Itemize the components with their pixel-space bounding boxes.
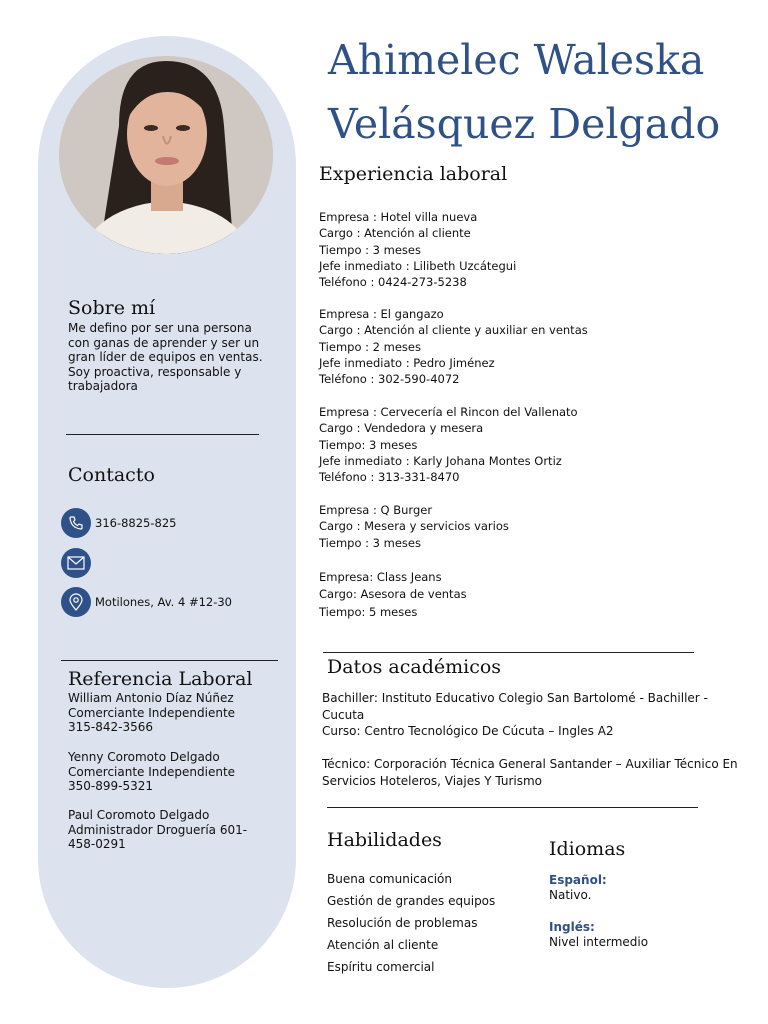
job-line: Tiempo : 3 meses	[319, 242, 421, 257]
experience-heading: Experiencia laboral	[319, 163, 508, 185]
reference-item	[68, 691, 268, 735]
contact-address: Motilones, Av. 4 #12-30	[95, 595, 233, 609]
about-heading: Sobre mí	[68, 297, 156, 319]
job-line: Teléfono : 302-590-4072	[319, 372, 460, 387]
skills-list	[327, 868, 495, 978]
contact-heading: Contacto	[68, 464, 155, 486]
academic-item: Técnico: Corporación Técnica General Santander – Auxiliar Técnico En Servicios Hoteleros, Viajes Y Turismo	[322, 757, 738, 788]
job-entry	[319, 404, 578, 485]
language-name: Español:	[549, 873, 607, 887]
job-line: Tiempo: 3 meses	[319, 437, 418, 452]
job-line: Teléfono : 313-331-8470	[319, 470, 460, 485]
language-level: Nivel intermedio	[549, 935, 649, 949]
job-line: Tiempo: 5 meses	[319, 604, 418, 619]
skill-item: Resolución de problemas	[327, 916, 478, 930]
job-line: Empresa : El gangazo	[319, 307, 444, 321]
job-line: Jefe inmediato : Lilibeth Uzcátegui	[319, 258, 517, 273]
language-level: Nativo.	[549, 888, 592, 902]
reference-role: Administrador Droguería 601-	[68, 822, 248, 837]
reference-name: William Antonio Díaz Núñez	[68, 691, 234, 705]
job-line: Tiempo : 3 meses	[319, 535, 421, 550]
reference-name: Paul Coromoto Delgado	[68, 808, 210, 822]
divider	[66, 434, 259, 435]
job-line: Jefe inmediato : Karly Johana Montes Ortiz	[319, 453, 562, 468]
job-line: Tiempo : 2 meses	[319, 339, 421, 354]
job-line: Empresa : Hotel villa nueva	[319, 210, 478, 224]
skill-item: Gestión de grandes equipos	[327, 894, 496, 908]
divider	[61, 660, 278, 661]
portrait-image	[59, 56, 273, 254]
languages-heading: Idiomas	[549, 838, 626, 860]
job-line: Cargo : Atención al cliente y auxiliar en ventas	[319, 323, 588, 338]
name-line-2: Velásquez Delgado	[328, 100, 721, 148]
job-line: Cargo : Mesera y servicios varios	[319, 519, 509, 534]
job-entry	[319, 502, 509, 551]
reference-role: Comerciante Independiente	[68, 705, 236, 720]
job-line: Jefe inmediato : Pedro Jiménez	[319, 355, 495, 370]
job-line: Empresa : Q Burger	[319, 503, 433, 517]
job-line: Teléfono : 0424-273-5238	[319, 275, 467, 290]
divider	[327, 807, 698, 808]
job-entry	[319, 209, 516, 290]
job-line: Cargo: Asesora de ventas	[319, 587, 467, 602]
reference-item	[68, 808, 268, 852]
contact-mail-row	[61, 548, 91, 578]
skills-heading: Habilidades	[327, 829, 442, 851]
mail-icon	[61, 548, 91, 578]
academics-heading: Datos académicos	[327, 656, 502, 678]
job-entry	[319, 306, 588, 387]
language-name: Inglés:	[549, 920, 595, 934]
contact-address-row	[61, 587, 232, 617]
job-line: Empresa: Class Jeans	[319, 570, 442, 584]
job-line: Cargo : Vendedora y mesera	[319, 421, 484, 436]
reference-phone: 350-899-5321	[68, 779, 154, 793]
skill-item: Atención al cliente	[327, 938, 439, 952]
academic-item: Bachiller: Instituto Educativo Colegio San Bartolomé - Bachiller - Cucuta	[322, 691, 708, 722]
reference-phone: 458-0291	[68, 837, 126, 851]
contact-phone: 316-8825-825	[95, 516, 177, 530]
phone-icon	[61, 508, 91, 538]
about-text: Me defino por ser una persona con ganas de aprender y ser un gran líder de equipos en ventas. Soy proactiva, responsable y trabajadora	[68, 321, 263, 393]
job-line: Cargo : Atención al cliente	[319, 226, 471, 241]
skill-item: Buena comunicación	[327, 872, 452, 886]
contact-phone-row	[61, 508, 176, 538]
job-line: Empresa : Cervecería el Rincon del Vallenato	[319, 405, 578, 419]
academic-item: Curso: Centro Tecnológico De Cúcuta – Ingles A2	[322, 724, 614, 738]
job-entry	[319, 569, 467, 621]
profile-photo	[59, 56, 273, 254]
skill-item: Espíritu comercial	[327, 960, 435, 974]
divider	[323, 652, 694, 653]
references-heading: Referencia Laboral	[68, 668, 253, 690]
reference-role: Comerciante Independiente	[68, 764, 236, 779]
reference-name: Yenny Coromoto Delgado	[68, 750, 220, 764]
reference-item	[68, 750, 268, 794]
location-pin-icon	[61, 587, 91, 617]
name-line-1: Ahimelec Waleska	[328, 36, 705, 84]
reference-phone: 315-842-3566	[68, 720, 154, 734]
